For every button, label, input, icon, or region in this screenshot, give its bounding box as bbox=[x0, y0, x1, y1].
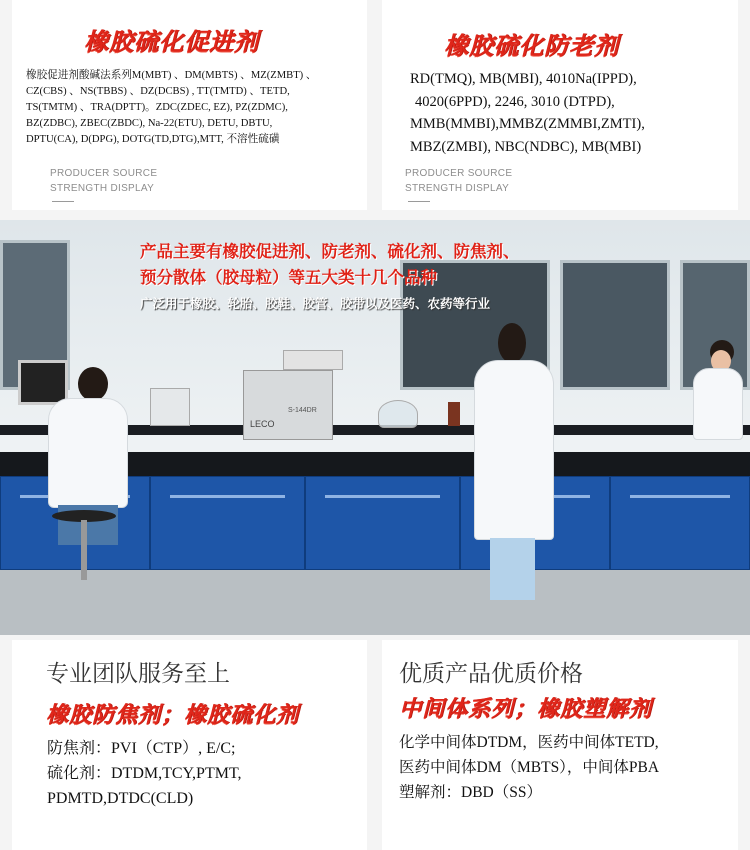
lab-coat bbox=[693, 368, 743, 440]
accelerator-list bbox=[26, 68, 366, 148]
producer-tag bbox=[50, 166, 157, 196]
list-line: MBZ(ZMBI), NBC(NDBC), MB(MBI) bbox=[410, 138, 642, 155]
trousers bbox=[490, 538, 535, 600]
list-line: DPTU(CA), D(DPG), DOTG(TD,DTG),MTT, 不溶性硫磺 bbox=[26, 134, 280, 145]
floor bbox=[0, 570, 750, 635]
stool-leg bbox=[81, 520, 87, 580]
lab-coat bbox=[474, 360, 554, 540]
tag-line: PRODUCER SOURCE bbox=[50, 168, 158, 179]
list-line: 防焦剂：PVI（CTP）, E/C; bbox=[47, 740, 236, 757]
tag-line: STRENGTH DISPLAY bbox=[405, 183, 510, 194]
producer-tag bbox=[405, 166, 512, 196]
cabinet bbox=[305, 476, 460, 570]
instrument-brand: LECO bbox=[250, 419, 275, 429]
intermediate-title: 中间体系列；橡胶塑解剂 bbox=[399, 696, 653, 722]
list-line: CZ(CBS) 、NS(TBBS) 、DZ(DCBS) , TT(TMTD) 、TETD, bbox=[26, 86, 290, 97]
person-hair bbox=[78, 367, 108, 401]
antioxidant-list bbox=[410, 68, 735, 158]
list-line: RD(TMQ), MB(MBI), 4010Na(IPPD), bbox=[410, 71, 637, 87]
quality-heading: 优质产品优质价格 bbox=[399, 661, 583, 687]
list-line: BZ(ZDBC), ZBEC(ZBDC), Na-22(ETU), DETU, DBTU, bbox=[26, 118, 273, 129]
accelerator-card bbox=[12, 0, 367, 210]
list-line: 医药中间体DM（MBTS），中间体PBA bbox=[399, 759, 660, 776]
service-heading: 专业团队服务至上 bbox=[46, 661, 230, 687]
lab-coat bbox=[48, 398, 128, 508]
tag-line: PRODUCER SOURCE bbox=[405, 168, 513, 179]
accelerator-title: 橡胶硫化促进剂 bbox=[84, 27, 259, 56]
cabinet bbox=[610, 476, 750, 570]
handle bbox=[630, 495, 730, 498]
handle bbox=[325, 495, 440, 498]
instrument-model: S-144DR bbox=[288, 407, 317, 414]
list-line: MMB(MMBI),MMBZ(ZMMBI,ZMTI), bbox=[410, 116, 645, 132]
intermediate-list bbox=[399, 730, 737, 805]
intermediate-card bbox=[382, 640, 738, 850]
desiccator bbox=[378, 400, 418, 428]
list-line: 4020(6PPD), 2246, 3010 (DTPD), bbox=[415, 93, 615, 110]
cabinet bbox=[150, 476, 305, 570]
antioxidant-title: 橡胶硫化防老剂 bbox=[444, 31, 619, 60]
lab-caption-line1: 产品主要有橡胶促进剂、防老剂、硫化剂、防焦剂、 bbox=[140, 242, 520, 261]
person-hair bbox=[498, 323, 526, 363]
instrument-top bbox=[283, 350, 343, 370]
tag-line: STRENGTH DISPLAY bbox=[50, 183, 155, 194]
list-line: TS(TMTM) 、TRA(DPTT)。ZDC(ZDEC, EZ), PZ(ZDMC), bbox=[26, 102, 288, 113]
handle bbox=[170, 495, 285, 498]
divider bbox=[408, 201, 430, 202]
divider bbox=[52, 201, 74, 202]
scorch-title: 橡胶防焦剂；橡胶硫化剂 bbox=[46, 702, 300, 728]
monitor bbox=[18, 360, 68, 405]
list-line: 化学中间体DTDM，医药中间体TETD, bbox=[399, 734, 659, 751]
list-line: 塑解剂：DBD（SS） bbox=[399, 784, 542, 801]
scorch-list bbox=[47, 736, 367, 811]
bottle bbox=[448, 402, 460, 426]
antioxidant-card bbox=[382, 0, 738, 210]
scorch-retarder-card bbox=[12, 640, 367, 850]
lab-caption-usage: 广泛用于橡胶、轮胎、胶鞋、胶管、胶带以及医药、农药等行业 bbox=[140, 296, 491, 311]
leco-instrument bbox=[243, 370, 333, 440]
list-line: 硫化剂：DTDM,TCY,PTMT, bbox=[47, 765, 242, 782]
laboratory-photo bbox=[0, 220, 750, 635]
list-line: 橡胶促进剂酸碱法系列M(MBT) 、DM(MBTS) 、MZ(ZMBT) 、 bbox=[26, 70, 317, 81]
lab-caption-line2: 预分散体（胶母粒）等五大类十几个品种 bbox=[140, 268, 437, 287]
analyzer bbox=[150, 388, 190, 426]
list-line: PDMTD,DTDC(CLD) bbox=[47, 790, 194, 807]
window bbox=[560, 260, 670, 390]
